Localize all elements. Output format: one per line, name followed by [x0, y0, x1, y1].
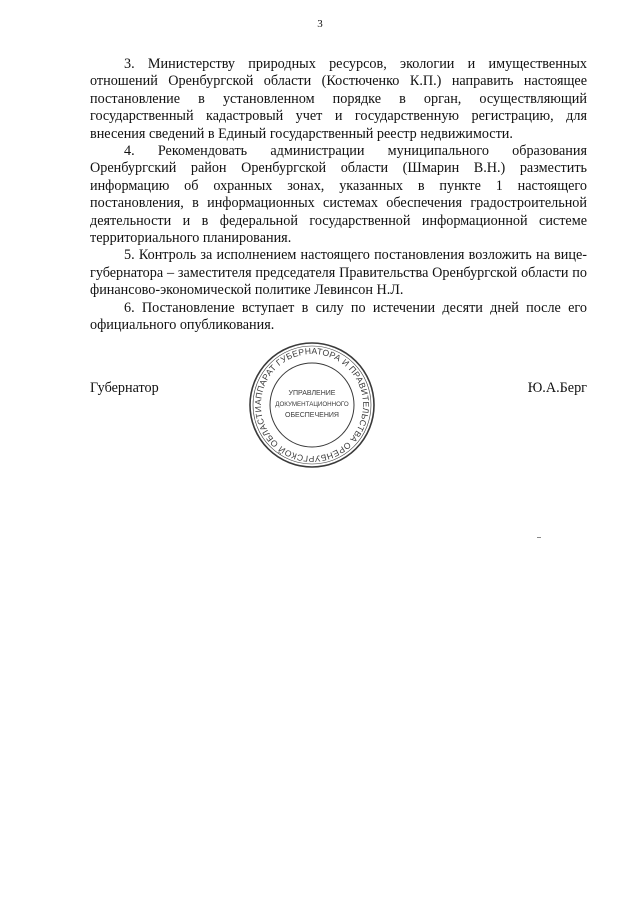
scan-artifact [537, 537, 541, 538]
seal-center-line-3: ОБЕСПЕЧЕНИЯ [285, 412, 339, 419]
signatory-position: Губернатор [90, 380, 159, 396]
seal-graphic [247, 340, 377, 470]
paragraph-6: 6. Постановление вступает в силу по истечении десяти дней после его официального опубликования. [90, 299, 587, 334]
paragraph-5: 5. Контроль за исполнением настоящего постановления возложить на вице-губернатора – заместителя председателя Правительства Оренбургской области по финансово-экономической политике Левинсон Н.Л. [90, 247, 587, 299]
seal-ring-text: АППАРАТ ГУБЕРНАТОРА И ПРАВИТЕЛЬСТВА ОРЕНБУРГСКОЙ ОБЛАСТИ [252, 345, 372, 465]
official-seal-stamp [247, 340, 377, 470]
paragraph-4: 4. Рекомендовать администрации муниципального образования Оренбургский район Оренбургской области (Шмарин В.Н.) разместить информацию об охранных зонах, указанных в пункте 1 настоящего постановления, в информационных системах обеспечения градостроительной деятельности и в федеральной государственной информационной системе территориального планирования. [90, 143, 587, 247]
paragraph-3: 3. Министерству природных ресурсов, экологии и имущественных отношений Оренбургской области (Костюченко К.П.) направить настоящее постановление в установленном порядке в орган, осуществляющий государственный кадастровый учет и государственную регистрацию, для внесения сведений в Единый государственный реестр недвижимости. [90, 56, 587, 142]
seal-center-line-2: ДОКУМЕНТАЦИОННОГО [275, 401, 349, 408]
seal-center-line-1: УПРАВЛЕНИЕ [288, 390, 336, 397]
page-number: 3 [317, 18, 323, 30]
document-body [90, 56, 587, 335]
signatory-name: Ю.А.Берг [527, 380, 587, 396]
